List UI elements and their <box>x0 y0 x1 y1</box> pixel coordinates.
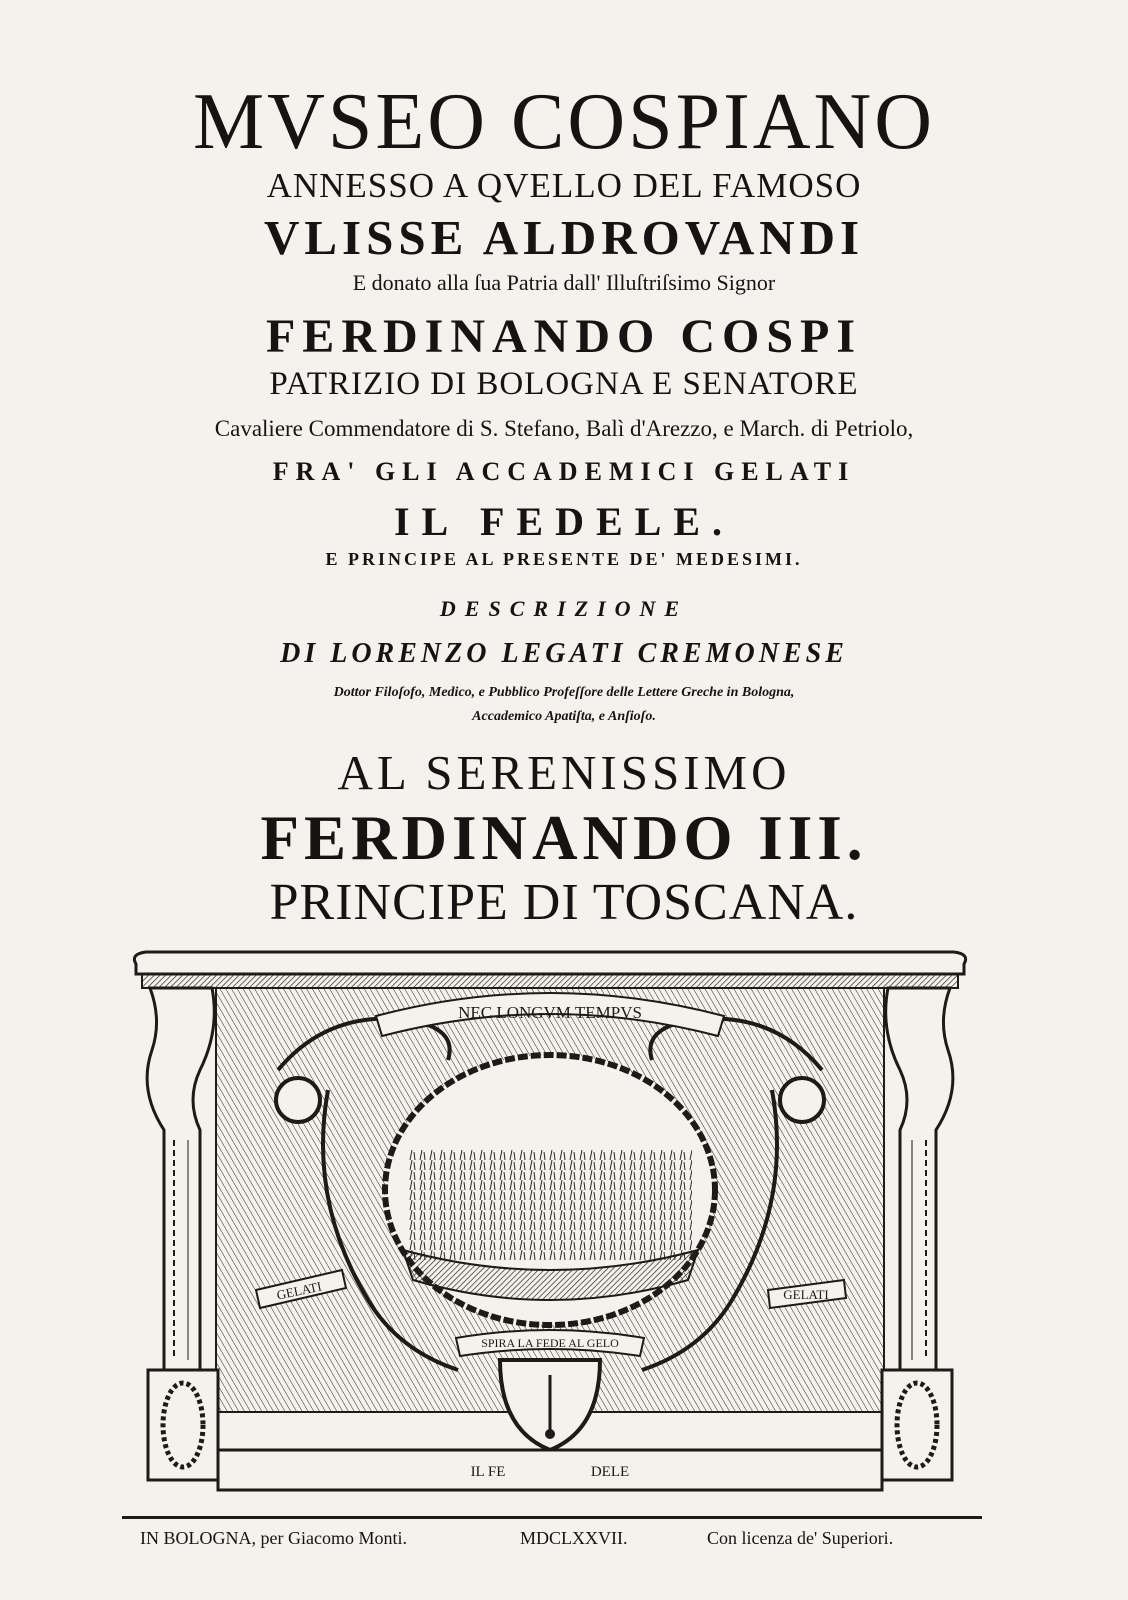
mantel-cornice <box>134 952 965 988</box>
lower-shield <box>500 1360 600 1450</box>
dedication-line: AL SERENISSIMO <box>337 745 791 800</box>
base-text-right: DELE <box>590 1464 630 1480</box>
right-pillar <box>882 988 953 1480</box>
central-oval-scene <box>385 1055 715 1325</box>
academic-name: IL FEDELE. <box>393 499 735 544</box>
base-plinth <box>218 1450 882 1490</box>
dedicatee-title: PRINCIPE DI TOSCANA. <box>269 874 859 931</box>
imprint-place-printer: IN BOLOGNA, per Giacomo Monti. <box>140 1528 407 1548</box>
base-text-left: IL FE <box>470 1464 506 1480</box>
author-credentials-line: Dottor Filoſofo, Medico, e Pubblico Profeſſore delle Lettere Greche in Bologna, <box>333 685 795 700</box>
dedicatee-name: FERDINANDO III. <box>260 803 868 873</box>
imprint-line <box>122 1516 982 1556</box>
imprint-year: MDCLXXVII. <box>520 1528 628 1548</box>
author-academy-line: Accademico Apatiſta, e Anſioſo. <box>472 709 656 724</box>
donation-line: E donato alla ſua Patria dall' Illuſtriſsimo Signor <box>352 270 776 295</box>
engraving-illustration <box>128 950 972 1500</box>
prince-line: E PRINCIPE AL PRESENTE DE' MEDESIMI. <box>325 549 803 569</box>
right-ribbon-text: GELATI <box>783 1287 829 1302</box>
main-title: MVSEO COSPIANO <box>192 78 936 166</box>
academy-line: FRA' GLI ACCADEMICI GELATI <box>272 457 856 486</box>
aldrovandi-name: VLISSE ALDROVANDI <box>263 210 865 265</box>
left-pillar <box>147 988 218 1480</box>
author-line: DI LORENZO LEGATI CREMONESE <box>280 638 848 669</box>
subtitle-line: ANNESSO A QVELLO DEL FAMOSO <box>266 166 862 205</box>
honors-line: Cavaliere Commendatore di S. Stefano, Balì d'Arezzo, e March. di Petriolo, <box>214 416 914 441</box>
cospi-name: FERDINANDO COSPI <box>265 310 863 363</box>
imprint-license: Con licenza de' Superiori. <box>707 1528 894 1548</box>
left-ribbon-text: GELATI <box>275 1278 323 1303</box>
center-ribbon-text: SPIRA LA FEDE AL GELO <box>481 1336 619 1350</box>
imprint-rule <box>122 1516 982 1519</box>
patrician-line: PATRIZIO DI BOLOGNA E SENATORE <box>269 366 859 402</box>
motto-text: NEC LONGVM TEMPVS <box>458 1003 642 1022</box>
description-heading: DESCRIZIONE <box>439 596 689 621</box>
